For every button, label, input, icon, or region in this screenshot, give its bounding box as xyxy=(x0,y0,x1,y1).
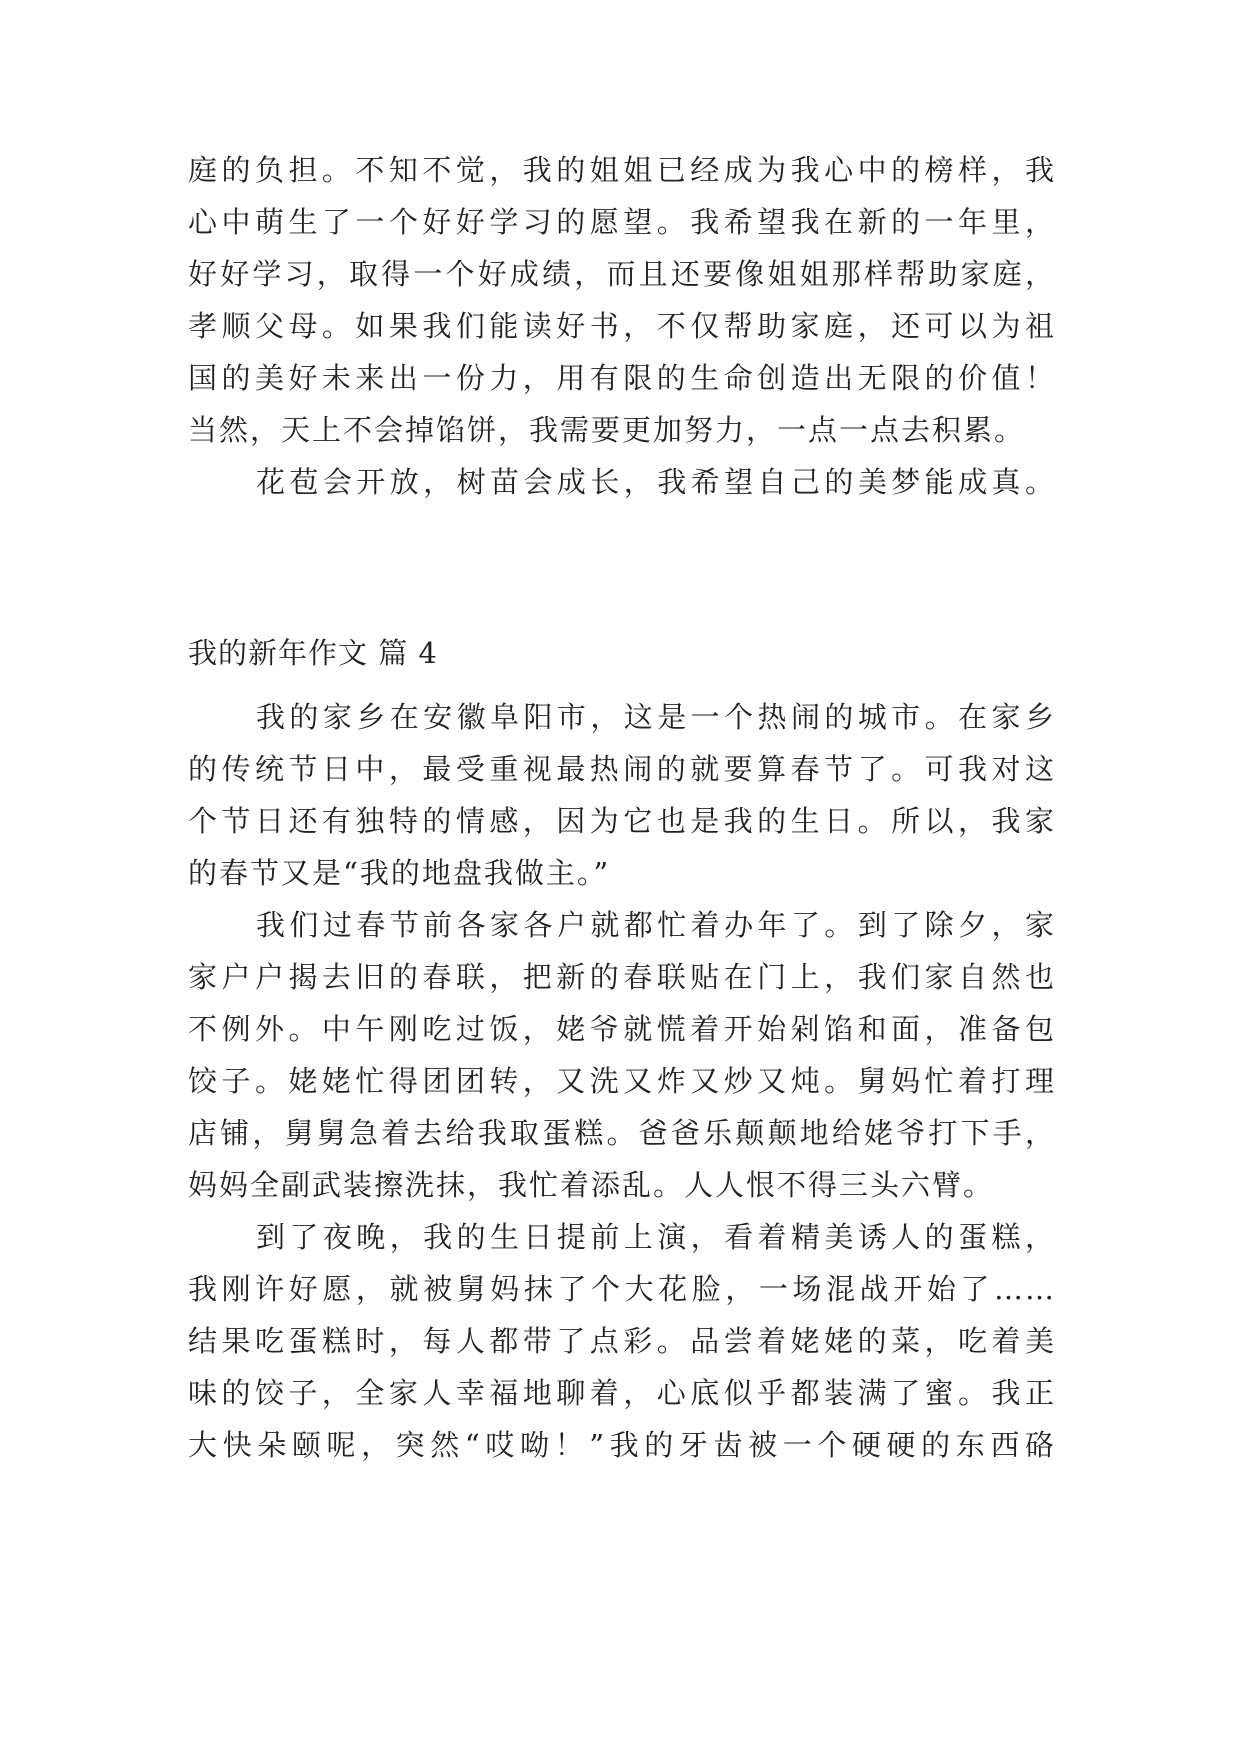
text-line: 店铺，舅舅急着去给我取蛋糕。爸爸乐颠颠地给姥爷打下手， xyxy=(188,1116,1056,1150)
text-line: 我刚许好愿，就被舅妈抹了个大花脸，一场混战开始了…… xyxy=(188,1272,1056,1306)
text-line: 好好学习，取得一个好成绩，而且还要像姐姐那样帮助家庭， xyxy=(188,257,1056,291)
text-line: 到了夜晚，我的生日提前上演，看着精美诱人的蛋糕， xyxy=(256,1220,1056,1254)
text-line: 心中萌生了一个好好学习的愿望。我希望我在新的一年里， xyxy=(188,205,1056,239)
text-line: 庭的负担。不知不觉，我的姐姐已经成为我心中的榜样，我 xyxy=(188,153,1056,187)
text-line: 妈妈全副武装擦洗抹，我忙着添乱。人人恨不得三头六臂。 xyxy=(188,1168,995,1202)
text-line: 结果吃蛋糕时，每人都带了点彩。品尝着姥姥的菜，吃着美 xyxy=(188,1324,1056,1358)
text-line: 不例外。中午刚吃过饭，姥爷就慌着开始剁馅和面，准备包 xyxy=(188,1012,1056,1046)
text-line: 的春节又是“我的地盘我做主。” xyxy=(188,856,611,890)
text-line: 大快朵颐呢，突然“哎呦！”我的牙齿被一个硬硬的东西硌 xyxy=(188,1428,1056,1462)
text-line: 的传统节日中，最受重视最热闹的就要算春节了。可我对这 xyxy=(188,752,1056,786)
text-line: 味的饺子，全家人幸福地聊着，心底似乎都装满了蜜。我正 xyxy=(188,1376,1056,1410)
text-line: 花苞会开放，树苗会成长，我希望自己的美梦能成真。 xyxy=(256,465,1056,499)
text-line: 个节日还有独特的情感，因为它也是我的生日。所以，我家 xyxy=(188,804,1056,838)
section-title: 我的新年作文 篇 4 xyxy=(188,636,438,670)
text-line: 当然，天上不会掉馅饼，我需要更加努力，一点一点去积累。 xyxy=(188,413,1026,447)
text-line: 家户户揭去旧的春联，把新的春联贴在门上，我们家自然也 xyxy=(188,960,1056,994)
document-page xyxy=(188,0,1056,1754)
text-line: 我的家乡在安徽阜阳市，这是一个热闹的城市。在家乡 xyxy=(256,700,1056,734)
text-line: 孝顺父母。如果我们能读好书，不仅帮助家庭，还可以为祖 xyxy=(188,309,1056,343)
text-line: 国的美好未来出一份力，用有限的生命创造出无限的价值！ xyxy=(188,361,1056,395)
text-line: 饺子。姥姥忙得团团转，又洗又炸又炒又炖。舅妈忙着打理 xyxy=(188,1064,1056,1098)
text-line: 我们过春节前各家各户就都忙着办年了。到了除夕，家 xyxy=(256,908,1056,942)
